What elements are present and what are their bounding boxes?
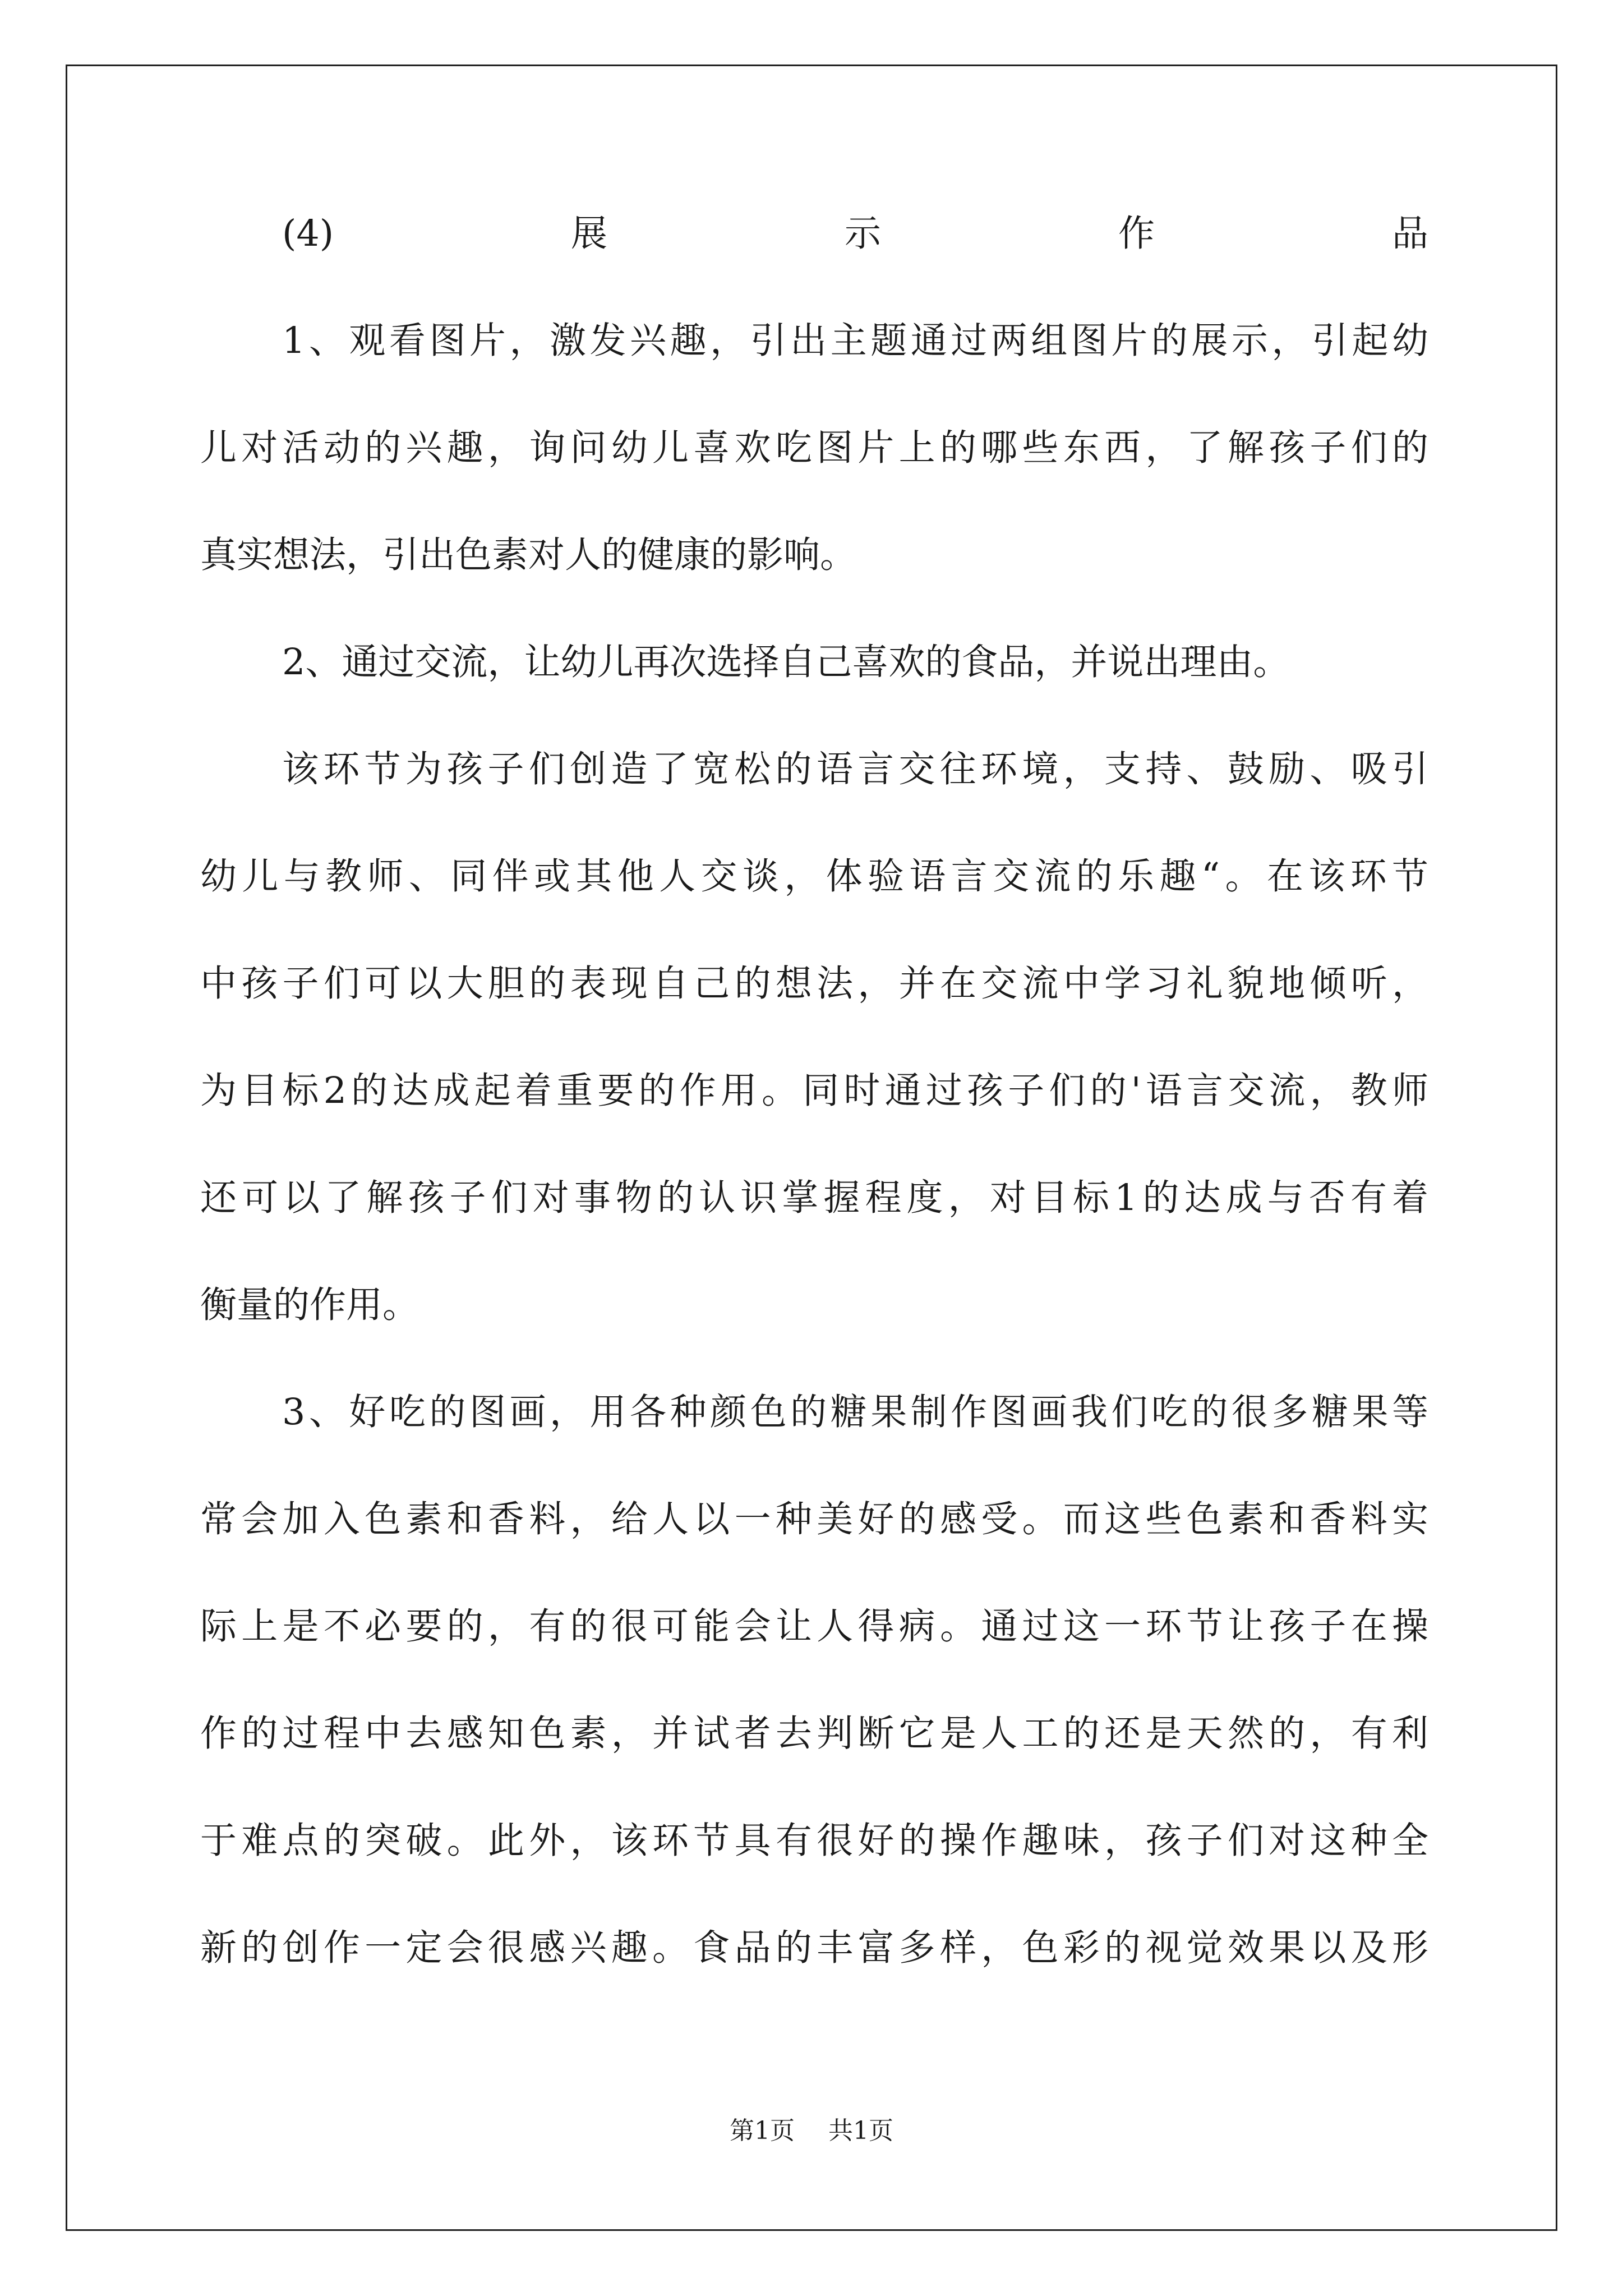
paragraph-line: 1、观看图片，激发兴趣，引出主题通过两组图片的展示，引起幼 — [282, 320, 1428, 362]
paragraph — [200, 637, 1428, 688]
section-heading: (4)展示作品 — [282, 213, 1428, 255]
document-body — [200, 209, 1428, 1973]
paragraph-line: 常会加入色素和香料，给人以一种美好的感受。而这些色素和香料实 — [200, 1498, 1428, 1540]
paragraph-line: 儿对活动的兴趣，询问幼儿喜欢吃图片上的哪些东西，了解孩子们的 — [200, 427, 1428, 469]
paragraph-line: 新的创作一定会很感兴趣。食品的丰富多样，色彩的视觉效果以及形 — [200, 1927, 1428, 1969]
page-number: 第1页 — [730, 2116, 795, 2145]
page-total: 共1页 — [828, 2116, 893, 2145]
paragraph-line: 衡量的作用。 — [200, 1284, 419, 1326]
paragraph-line: 于难点的突破。此外，该环节具有很好的操作趣味，孩子们对这种全 — [200, 1820, 1428, 1862]
paragraph — [200, 744, 1428, 1331]
paragraph — [200, 1387, 1428, 1973]
paragraph-line: 真实想法，引出色素对人的健康的影响。 — [200, 534, 857, 576]
paragraph-line: 3、好吃的图画，用各种颜色的糖果制作图画我们吃的很多糖果等 — [282, 1391, 1428, 1433]
paragraph-line: 中孩子们可以大胆的表现自己的想法，并在交流中学习礼貌地倾听， — [200, 963, 1428, 1005]
paragraph-line: 为目标2的达成起着重要的作用。同时通过孩子们的'语言交流，教师 — [200, 1070, 1428, 1112]
paragraph-line: 幼儿与教师、同伴或其他人交谈，体验语言交流的乐趣“。在该环节 — [200, 855, 1428, 898]
paragraph — [200, 316, 1428, 581]
page-footer — [0, 2116, 1623, 2146]
paragraph-line: 该环节为孩子们创造了宽松的语言交往环境，支持、鼓励、吸引 — [282, 748, 1428, 790]
paragraph-line: 作的过程中去感知色素，并试者去判断它是人工的还是天然的，有利 — [200, 1713, 1428, 1755]
paragraph-line: 还可以了解孩子们对事物的认识掌握程度，对目标1的达成与否有着 — [200, 1177, 1428, 1219]
paragraph-line: 2、通过交流，让幼儿再次选择自己喜欢的食品，并说出理由。 — [282, 641, 1290, 683]
paragraph-line: 际上是不必要的，有的很可能会让人得病。通过这一环节让孩子在操 — [200, 1605, 1428, 1648]
